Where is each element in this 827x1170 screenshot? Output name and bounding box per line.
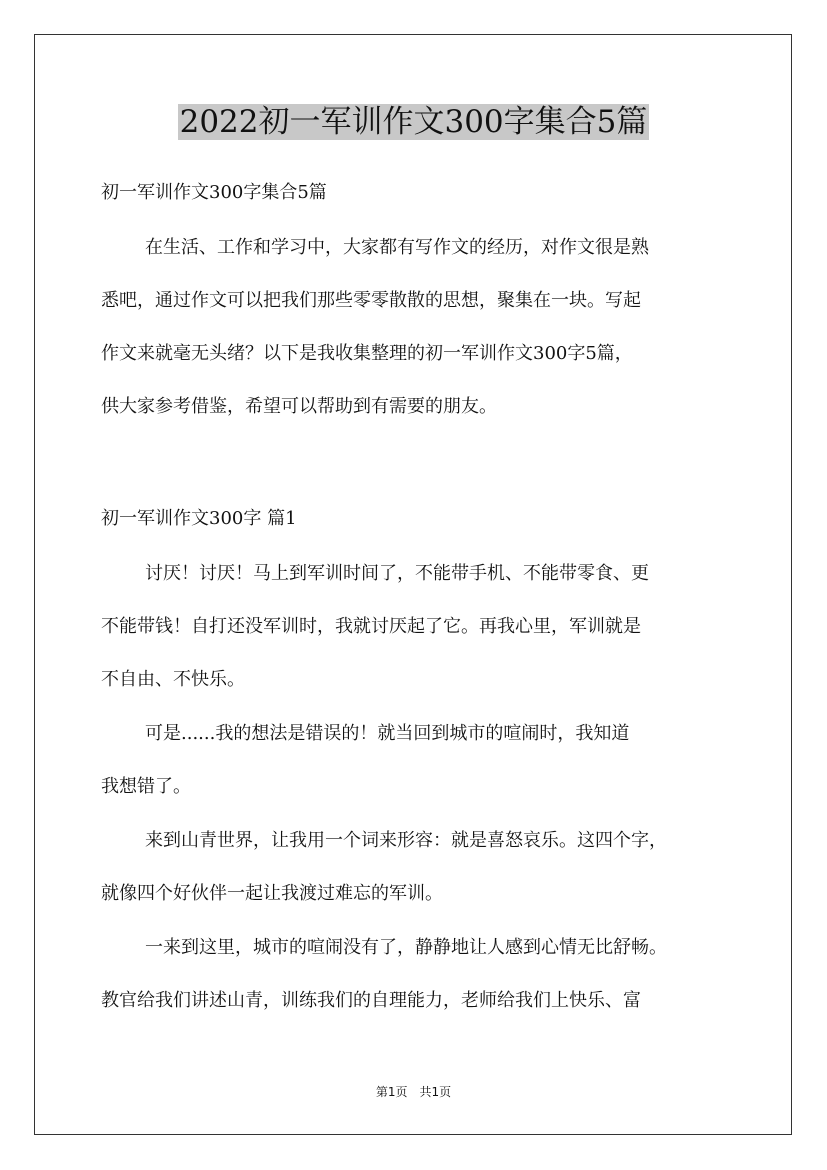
paragraph-line: 就像四个好伙伴一起让我渡过难忘的军训。 xyxy=(101,883,443,904)
paragraph-line: 我想错了。 xyxy=(101,776,191,797)
paragraph-line: 教官给我们讲述山青，训练我们的自理能力，老师给我们上快乐、富 xyxy=(101,990,641,1011)
page-total: 共1页 xyxy=(419,1085,452,1099)
paragraph-line: 讨厌！讨厌！马上到军训时间了，不能带手机、不能带零食、更 xyxy=(145,563,649,584)
intro-line: 悉吧，通过作文可以把我们那些零零散散的思想，聚集在一块。写起 xyxy=(101,290,641,311)
document-subtitle: 初一军训作文300字集合5篇 xyxy=(101,182,327,203)
intro-line: 在生活、工作和学习中，大家都有写作文的经历，对作文很是熟 xyxy=(145,237,649,258)
intro-line: 作文来就毫无头绪？以下是我收集整理的初一军训作文300字5篇， xyxy=(101,343,633,364)
paragraph-line: 一来到这里，城市的喧闹没有了，静静地让人感到心情无比舒畅。 xyxy=(145,937,667,958)
paragraph-line: 来到山青世界，让我用一个词来形容：就是喜怒哀乐。这四个字， xyxy=(145,830,667,851)
paragraph-line: 不能带钱！自打还没军训时，我就讨厌起了它。再我心里，军训就是 xyxy=(101,616,641,637)
section-heading: 初一军训作文300字 篇1 xyxy=(101,508,297,529)
paragraph-line: 不自由、不快乐。 xyxy=(101,669,245,690)
intro-line: 供大家参考借鉴，希望可以帮助到有需要的朋友。 xyxy=(101,396,497,417)
page-number: 第1页 xyxy=(375,1085,408,1099)
document-title-text: 2022初一军训作文300字集合5篇 xyxy=(179,104,648,140)
document-title xyxy=(0,96,827,148)
page-footer xyxy=(0,1083,827,1101)
paragraph-line: 可是......我的想法是错误的！就当回到城市的喧闹时，我知道 xyxy=(145,723,630,744)
